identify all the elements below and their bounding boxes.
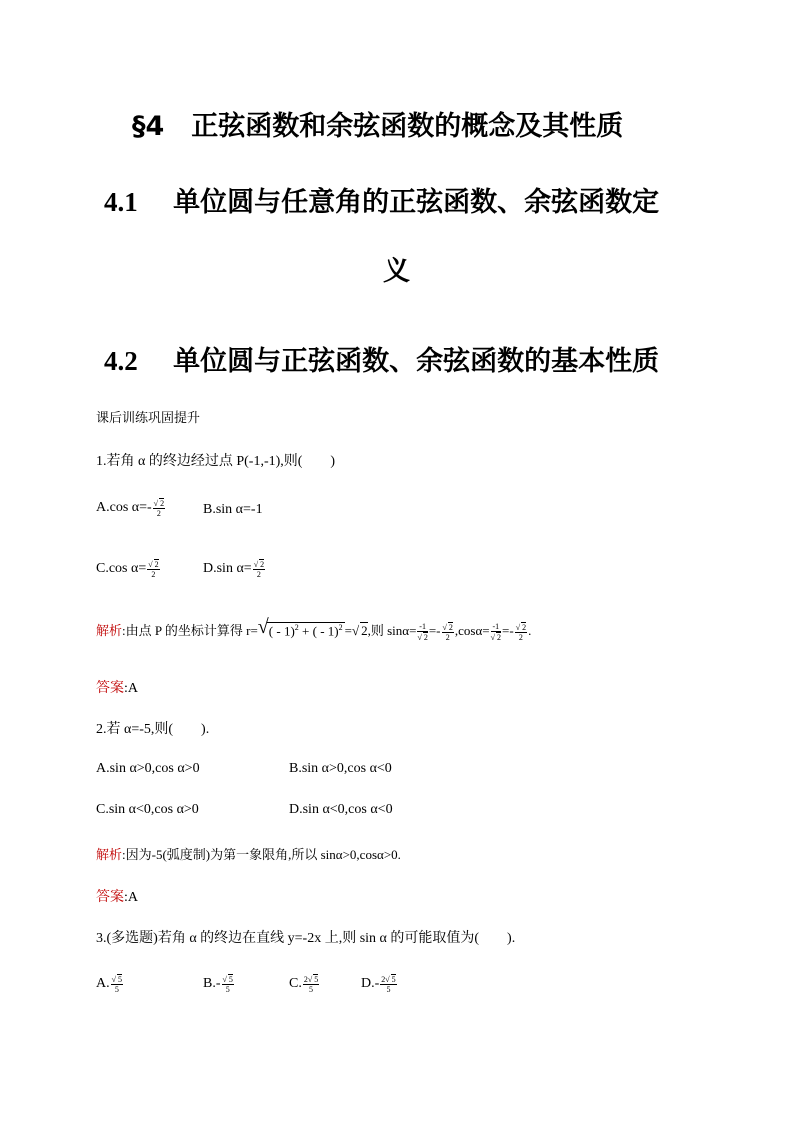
option-text: A.cos α=- bbox=[96, 500, 152, 516]
fraction: $\frac{-1}{√ 2}$ bbox=[490, 622, 502, 643]
answer-value: :A bbox=[124, 681, 138, 696]
q2-analysis bbox=[96, 844, 401, 863]
question-2-stem: 2.若 α=-5,则( ). bbox=[96, 722, 210, 737]
q2-option-a: A.sin α>0,cos α>0 bbox=[96, 761, 200, 776]
option-text: C. bbox=[289, 976, 302, 992]
fraction: $\frac{√ 2}{2}$ bbox=[442, 623, 453, 643]
subtitle: 课后训练巩固提升 bbox=[96, 411, 201, 426]
section-number: 4.2 bbox=[104, 346, 138, 376]
page-title: §4 正弦函数和余弦函数的概念及其性质 bbox=[132, 111, 624, 142]
q2-option-b: B.sin α>0,cos α<0 bbox=[289, 761, 392, 776]
q1-answer bbox=[96, 677, 138, 697]
question-1-stem: 1.若角 α 的终边经过点 P(-1,-1),则( ) bbox=[96, 454, 336, 469]
section-title: 单位圆与正弦函数、余弦函数的基本性质 bbox=[173, 346, 660, 377]
q1-option-d bbox=[203, 559, 266, 579]
q1-option-c bbox=[96, 559, 161, 579]
fraction: $\frac{√ 2}{2}$ bbox=[253, 560, 265, 579]
option-text: A. bbox=[96, 976, 110, 992]
fraction: $\frac{-1}{√ 2}$ bbox=[417, 622, 428, 643]
q3-option-a bbox=[96, 974, 124, 994]
denominator: 2 bbox=[256, 570, 261, 579]
fraction: $\frac{√ 2}{2}$ bbox=[515, 623, 527, 643]
option-text: D.- bbox=[361, 976, 380, 992]
radicand: 2 bbox=[260, 560, 265, 569]
q3-option-d bbox=[361, 974, 398, 994]
analysis-text: :因为-5(弧度制)为第一象限角,所以 sinα>0,cosα>0. bbox=[122, 847, 401, 862]
denominator: 2 bbox=[151, 570, 156, 579]
radicand: 2 bbox=[154, 560, 159, 569]
section-number: 4.1 bbox=[104, 187, 138, 217]
option-text: C.cos α= bbox=[96, 561, 147, 577]
q3-option-b bbox=[203, 974, 235, 994]
q1-option-a bbox=[96, 498, 166, 518]
q2-option-c: C.sin α<0,cos α>0 bbox=[96, 802, 199, 817]
q1-analysis: 解析:由点 P 的坐标计算得 r= √ ( - 1)$^2$ + ( - 1)$^2$ =√ 2,则 sinα= $\frac{-1}{√ 2}$ =- $\frac{√ 2}{2}$ ,cosα= $\frac{-1}{√ 2}$ =- $\frac{√ 2}{2}$ . bbox=[96, 615, 532, 643]
fraction: $\frac{√ 5}{5}$ bbox=[111, 975, 123, 994]
answer-value: :A bbox=[124, 890, 138, 905]
radicand: 2 bbox=[160, 499, 165, 508]
section-4-2-heading bbox=[104, 339, 659, 378]
q1-option-b: B.sin α=-1 bbox=[203, 502, 263, 517]
option-text: D.sin α= bbox=[203, 561, 252, 577]
section-title: 单位圆与任意角的正弦函数、余弦函数定 bbox=[173, 187, 660, 218]
answer-label: 答案 bbox=[96, 890, 124, 905]
answer-label: 答案 bbox=[96, 681, 124, 696]
question-3-stem: 3.(多选题)若角 α 的终边在直线 y=-2x 上,则 sin α 的可能取值为( ). bbox=[96, 931, 516, 946]
fraction: $\frac{√ 2}{2}$ bbox=[148, 560, 159, 579]
radical: √ ( - 1)$^2$ + ( - 1)$^2$ bbox=[257, 615, 343, 638]
section-4-1-heading bbox=[104, 180, 659, 219]
section-4-1-heading-wrap: 义 bbox=[383, 256, 410, 287]
q3-option-c bbox=[289, 974, 320, 994]
fraction: $\frac{2√ 5}{5}$ bbox=[381, 975, 396, 994]
q2-answer bbox=[96, 886, 138, 906]
fraction: $\frac{2√ 5}{5}$ bbox=[303, 975, 319, 994]
analysis-text: :由点 P 的坐标计算得 r= bbox=[122, 623, 258, 638]
q2-option-d: D.sin α<0,cos α<0 bbox=[289, 802, 393, 817]
denominator: 2 bbox=[156, 509, 161, 518]
fraction: $\frac{√ 2}{2}$ bbox=[153, 499, 165, 518]
option-text: B.- bbox=[203, 976, 221, 992]
analysis-label: 解析 bbox=[96, 847, 123, 862]
fraction: $\frac{√ 5}{5}$ bbox=[222, 975, 233, 994]
analysis-label: 解析 bbox=[96, 623, 123, 638]
